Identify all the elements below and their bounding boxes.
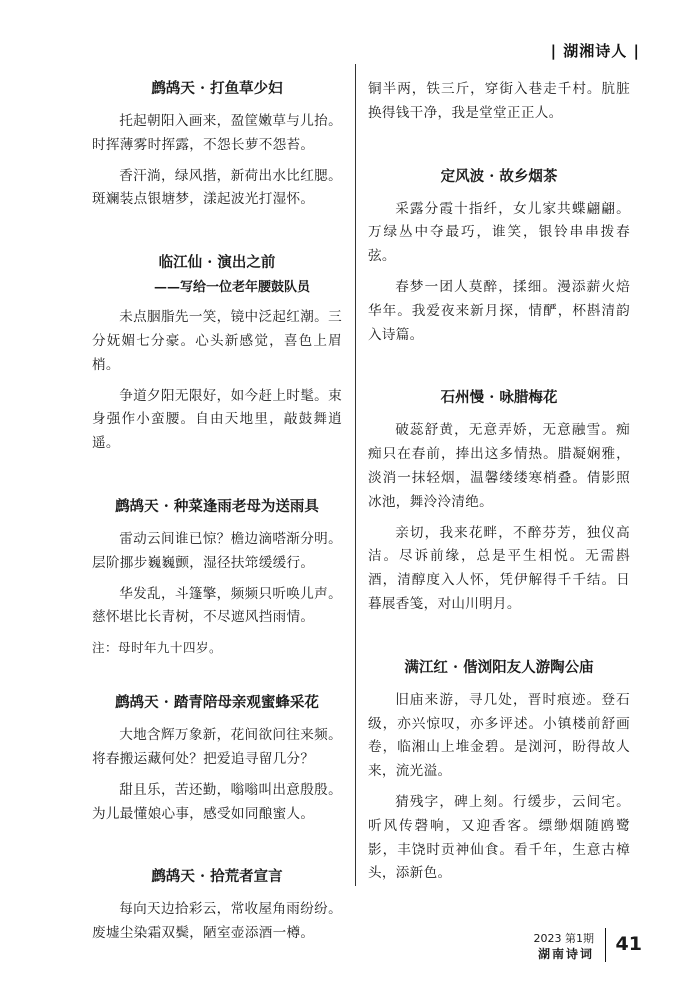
- section-header: | 湖湘诗人 |: [550, 42, 640, 60]
- right-column: [368, 78, 630, 893]
- poem-1: [92, 78, 342, 212]
- poem-paragraph: 亲切，我来花畔，不醉芬芳，独仪高洁。尽诉前缘，总是平生相悦。无需斟酒，清醇度入人怀，凭伊解得千千结。日暮展香笺，对山川明月。: [368, 524, 630, 612]
- poem-4: [92, 692, 342, 826]
- poem-title: 鹧鸪天 · 种菜逢雨老母为送雨具: [115, 497, 319, 515]
- poem-paragraph: 旧庙来游，寻几处，晋时痕迹。登石级，亦兴惊叹，亦多评述。小镇楼前舒画卷，临湘山上堆金碧。是浏河，盼得故人来，流光溢。: [368, 691, 630, 780]
- poem-paragraph: 猜残字，碑上刻。行缓步，云间宅。听风传磬响，又迎香客。缥缈烟随鸥鹭影，丰饶时贡神仙食。看千年，生意古樟头，添新色。: [368, 793, 630, 882]
- poem-paragraph-continued: 铜半两，铁三斤，穿街入巷走千村。肮脏换得钱干净，我是堂堂正正人。: [368, 81, 630, 121]
- left-column: [92, 78, 342, 953]
- poem-paragraph: 香汗淌，绿风揩，新荷出水比红腮。斑斓装点银塘梦，漾起波光打湿怀。: [92, 167, 342, 208]
- poem-paragraph: 争道夕阳无限好，如今赶上时髦。束身强作小蛮腰。自由天地里，敲鼓舞逍遥。: [92, 387, 342, 452]
- poem-title: 鹧鸪天 · 拾荒者宣言: [151, 868, 283, 886]
- poem-title: 定风波 · 故乡烟茶: [440, 167, 558, 185]
- poem-title: 石州慢 · 咏腊梅花: [440, 389, 558, 407]
- poem-6: [368, 166, 630, 348]
- poem-paragraph: 托起朝阳入画来，盈筐嫩草与儿抬。时挥薄雾时挥露，不怨长萝不怨苔。: [92, 113, 342, 153]
- poem-paragraph: 雷动云间谁已惊？檐边滴嗒渐分明。层阶挪步巍巍颤，湿径扶筇缓缓行。: [92, 530, 342, 571]
- poem-5: [92, 866, 342, 946]
- poem-3: [92, 496, 342, 659]
- poem-title: 临江仙 · 演出之前: [158, 254, 276, 272]
- poem-8: [368, 657, 630, 886]
- poem-paragraph: 华发乱，斗篷擎，频频只听唤儿声。慈怀堪比长青树，不尽遮风挡雨情。: [92, 585, 342, 626]
- poem-paragraph: 破蕊舒黄，无意弄娇，无意融雪。痴痴只在春前，捧出这多情热。腊凝娴雅，淡消一抹轻烟，温馨缕缕寒梢叠。倩影照冰池，舞泠泠清绝。: [368, 422, 630, 510]
- poem-paragraph: 春梦一团人莫醉，揉细。漫添薪火焙华年。我爱夜来新月探，情酽，杯斟清韵入诗篇。: [368, 278, 630, 343]
- poem-2: [92, 252, 342, 456]
- footer-divider: [605, 928, 606, 962]
- poem-paragraph: 采露分霞十指纤，女儿家共蝶翩翩。万绿丛中夺最巧，谁笑，银铃串串拨春弦。: [368, 200, 630, 265]
- poem-title: 鹧鸪天 · 踏青陪母亲观蜜蜂采花: [115, 694, 319, 712]
- poem-note: 注：母时年九十四岁。: [92, 640, 223, 656]
- poem-paragraph: 每向天边拾彩云，常收屋角雨纷纷。废墟尘染霜双鬓，陋室壶添酒一樽。: [92, 901, 342, 942]
- page-number: 41: [615, 933, 642, 955]
- poem-7: [368, 387, 630, 616]
- poem-paragraph: 大地含辉万象新，花间欲问往来频。将春搬运藏何处？把爱追寻留几分？: [92, 727, 342, 767]
- column-divider: [355, 64, 356, 886]
- poem-subtitle: ——写给一位老年腰鼓队员: [153, 280, 310, 296]
- poem-5-continued: [368, 78, 630, 126]
- poem-title: 鹧鸪天 · 打鱼草少妇: [151, 80, 283, 97]
- issue-label: 2023 第1期: [533, 932, 594, 945]
- magazine-name: 湖南诗词: [537, 947, 594, 961]
- poem-paragraph: 甜且乐，苦还勤，嗡嗡叫出意殷殷。为儿最懂娘心事，感受如同酿蜜人。: [92, 781, 342, 822]
- poem-paragraph: 未点胭脂先一笑，镜中泛起红潮。三分妩媚七分豪。心头新感觉，喜色上眉梢。: [92, 309, 342, 373]
- poem-title: 满江红 · 偕浏阳友人游陶公庙: [404, 658, 594, 676]
